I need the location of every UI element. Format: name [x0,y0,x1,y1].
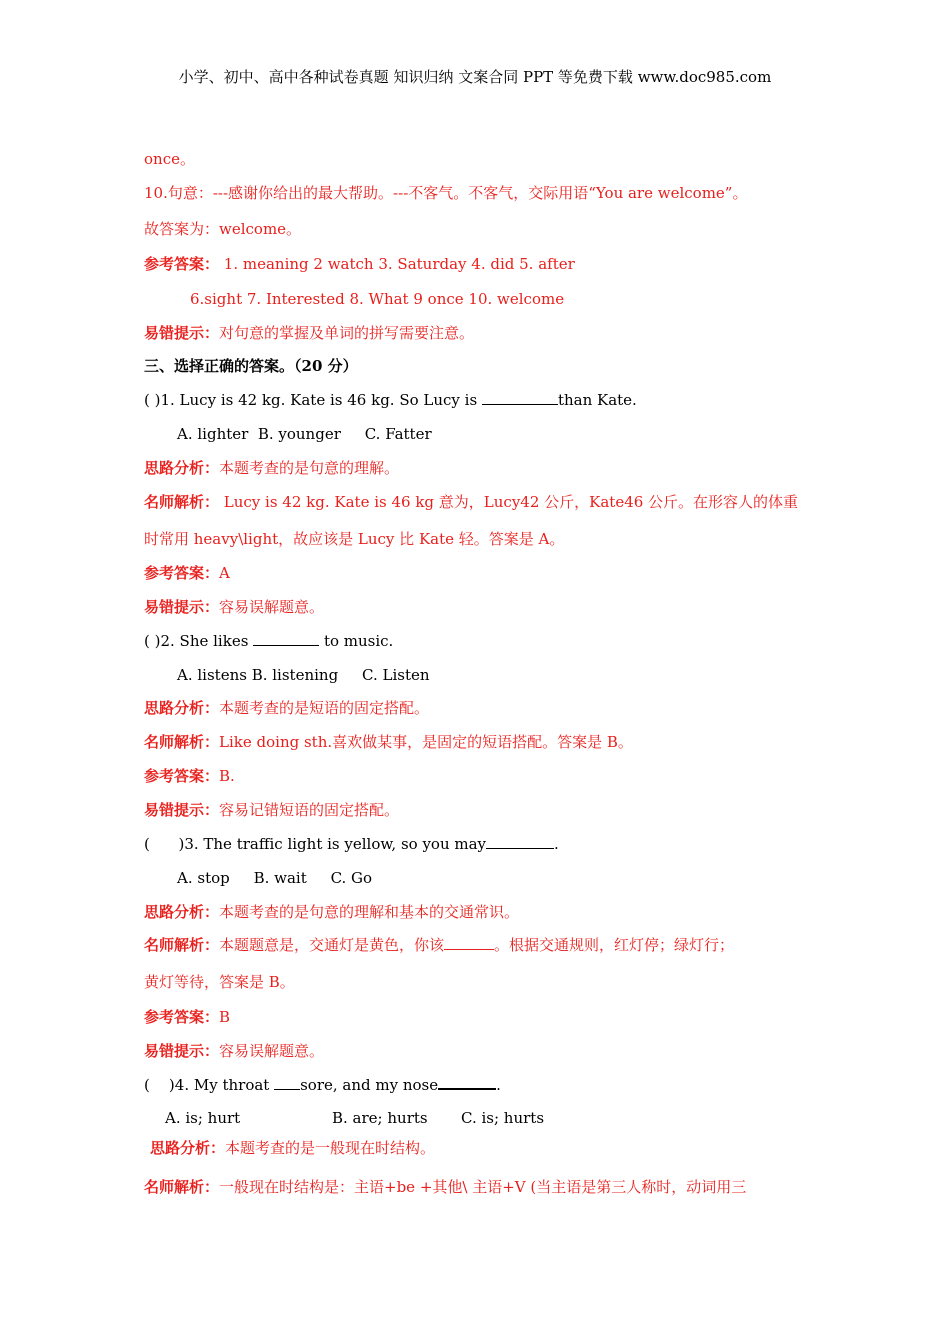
analysis-text: 本题考查的是句意的理解。 [219,459,400,477]
answer-text: B [219,1008,231,1026]
q4-stem-a: ( )4. My throat [144,1076,275,1094]
q3-stem-b: . [554,835,559,853]
q3-analysis [144,902,519,922]
analysis-label: 思路分析： [144,459,220,477]
answer-label: 参考答案： [144,1008,220,1026]
explain-text: Lucy is 42 kg. Kate is 46 kg 意为，Lucy42 公斤，Kate46 公斤。在形容人的体重 [219,493,799,511]
q3-explain-1 [144,935,734,955]
answer-label: 参考答案： [144,564,220,582]
q3-stem-a: ( )3. The traffic light is yellow, so you may [144,835,487,853]
analysis-text: 本题考查的是一般现在时结构。 [225,1139,436,1157]
tip-label: 易错提示： [144,801,220,819]
q1-explain-2: 时常用 heavy\light，故应该是 Lucy 比 Kate 轻。答案是 A。 [144,530,565,548]
answer-label: 参考答案： [144,255,220,273]
q3-blank [486,834,554,849]
q3-answer [144,1007,230,1027]
tip-label: 易错提示： [144,598,220,616]
q1-stem [144,390,637,410]
explain-label: 名师解析： [144,493,220,511]
q1-answer [144,563,230,583]
q1-options: A. lighter B. younger C. Fatter [177,425,432,443]
q2-options: A. listens B. listening C. Listen [177,666,430,684]
q2-stem [144,631,393,651]
answer-text: B. [219,767,235,785]
q2-blank [253,631,319,646]
q2-stem-a: ( )2. She likes [144,632,254,650]
q1-analysis [144,458,399,478]
explain-text-a: 本题题意是，交通灯是黄色，你该 [219,936,445,954]
q4-stem-c: . [496,1076,501,1094]
q1-stem-a: ( )1. Lucy is 42 kg. Kate is 46 kg. So Lucy is [144,391,482,409]
q3-tip [144,1041,324,1061]
tip-text: 容易误解题意。 [219,1042,325,1060]
q1-explain-1 [144,492,798,512]
q2-tip [144,800,399,820]
q3-explain-2: 黄灯等待，答案是 B。 [144,973,295,991]
answer-text: A [219,564,230,582]
answer-label: 参考答案： [144,767,220,785]
q3-explain-blank [444,935,494,950]
q1-tip [144,597,324,617]
q1-stem-b: than Kate. [557,391,637,409]
prev-answer-row-2: 6.sight 7. Interested 8. What 9 once 10. welcome [190,290,565,308]
prev-line-once: once。 [144,150,195,168]
answer-text: 1. meaning 2 watch 3. Saturday 4. did 5. after [219,255,575,273]
q4-analysis [150,1138,435,1158]
analysis-label: 思路分析： [144,903,220,921]
q4-stem [144,1074,501,1095]
q2-stem-b: to music. [319,632,394,650]
page-header: 小学、初中、高中各种试卷真题 知识归纳 文案合同 PPT 等免费下载 www.doc985.com [178,68,772,86]
tip-label: 易错提示： [144,1042,220,1060]
explain-text-b: 。根据交通规则，红灯停；绿灯行； [494,936,735,954]
q4-option-b: B. are; hurts [332,1109,428,1127]
explain-label: 名师解析： [144,936,220,954]
tip-label: 易错提示： [144,324,220,342]
q3-options: A. stop B. wait C. Go [177,869,373,887]
tip-text: 容易记错短语的固定搭配。 [219,801,400,819]
analysis-label: 思路分析： [144,699,220,717]
analysis-text: 本题考查的是句意的理解和基本的交通常识。 [219,903,520,921]
q4-option-c: C. is; hurts [461,1109,545,1127]
q4-stem-b: sore, and my nose [300,1076,439,1094]
explain-label: 名师解析： [144,733,220,751]
prev-line-10: 10.句意：---感谢你给出的最大帮助。---不客气。不客气，交际用语“You are welcome”。 [144,184,748,202]
q2-analysis [144,698,429,718]
explain-text: Like doing sth.喜欢做某事，是固定的短语搭配。答案是 B。 [219,733,633,751]
section-title: 三、选择正确的答案。（20 分） [144,357,358,375]
q3-stem [144,834,559,854]
q2-explain-1 [144,732,633,752]
prev-answer-row-1 [144,254,575,274]
q4-blank-1 [274,1075,300,1090]
analysis-label: 思路分析： [150,1139,226,1157]
explain-label: 名师解析： [144,1178,220,1196]
q4-blank-2 [438,1074,496,1090]
q2-answer [144,766,235,786]
tip-text: 对句意的掌握及单词的拼写需要注意。 [219,324,475,342]
q1-blank [482,390,558,405]
prev-tip [144,323,474,343]
q4-explain-1 [144,1177,746,1197]
analysis-text: 本题考查的是短语的固定搭配。 [219,699,430,717]
q4-option-a: A. is; hurt [165,1109,241,1127]
explain-text: 一般现在时结构是：主语+be +其他\ 主语+V (当主语是第三人称时，动词用三 [219,1178,747,1196]
prev-line-answer-welcome: 故答案为：welcome。 [144,220,302,238]
tip-text: 容易误解题意。 [219,598,325,616]
